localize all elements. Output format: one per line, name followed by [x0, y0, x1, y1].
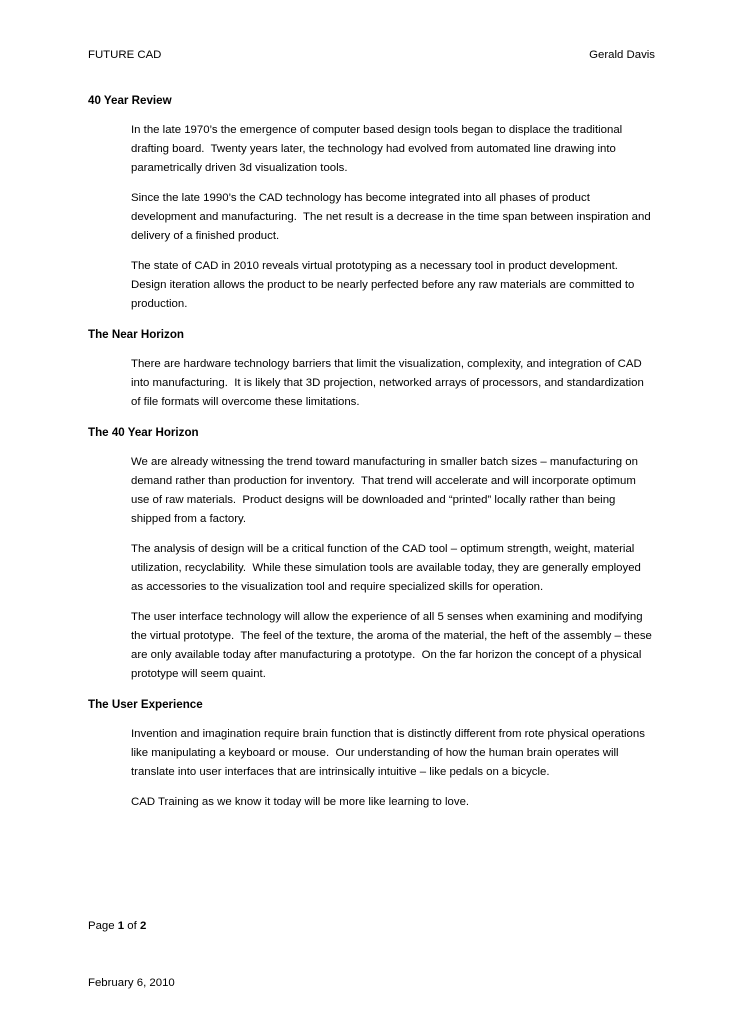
section-heading-user-experience: The User Experience: [88, 698, 203, 711]
document-header: [88, 46, 655, 65]
paragraph: The user interface technology will allow the experience of all 5 senses when examining and modifying the virtual prototype. The feel of the texture, the aroma of the material, the heft of the assembly – these are only available today after manufacturing a prototype. On the far horizon the concept of a physical prototype will seem quaint.: [131, 611, 656, 680]
paragraph: Invention and imagination require brain function that is distinctly different from rote physical operations like manipulating a keyboard or mouse. Our understanding of how the human brain operates will translate into user interfaces that are intrinsically intuitive – like pedals on a bicycle.: [131, 728, 649, 778]
header-title: FUTURE CAD: [88, 49, 162, 61]
paragraph: There are hardware technology barriers that limit the visualization, complexity, and integration of CAD into manufacturing. It is likely that 3D projection, networked arrays of processors, and standardization of file formats will overcome these limitations.: [131, 358, 648, 408]
page-number-line: [88, 917, 175, 936]
header-author: Gerald Davis: [589, 49, 655, 61]
paragraph: In the late 1970’s the emergence of computer based design tools began to displace the traditional drafting board. Twenty years later, the technology had evolved from automated line drawing into parametrically driven 3d visualization tools.: [131, 124, 626, 174]
document-footer: [88, 879, 175, 1031]
page-number: 1: [117, 920, 125, 932]
page-count: 2: [139, 920, 147, 932]
section-heading-40-year-horizon: The 40 Year Horizon: [88, 426, 199, 439]
page-word: Page: [88, 920, 118, 932]
of-word: of: [124, 920, 140, 932]
paragraph: The analysis of design will be a critical function of the CAD tool – optimum strength, weight, material utilization, recyclability. While these simulation tools are available today, they are generally employed as accessories to the visualization tool and require specialized skills for operation.: [131, 543, 645, 593]
paragraph: Since the late 1990’s the CAD technology has become integrated into all phases of product development and manufacturing. The net result is a decrease in the time span between inspiration and delivery of a finished product.: [131, 192, 654, 242]
paragraph: We are already witnessing the trend toward manufacturing in smaller batch sizes – manufacturing on demand rather than production for inventory. That trend will accelerate and will incorporate optimum use of raw materials. Product designs will be downloaded and “printed” locally rather than being shipped from a factory.: [131, 456, 642, 525]
section-heading-40-year-review: 40 Year Review: [88, 94, 172, 107]
document-date: February 6, 2010: [88, 977, 175, 989]
section-heading-near-horizon: The Near Horizon: [88, 328, 184, 341]
paragraph: The state of CAD in 2010 reveals virtual prototyping as a necessary tool in product development. Design iteration allows the product to be nearly perfected before any raw materials are committed to production.: [131, 260, 638, 310]
paragraph: CAD Training as we know it today will be more like learning to love.: [131, 796, 470, 808]
